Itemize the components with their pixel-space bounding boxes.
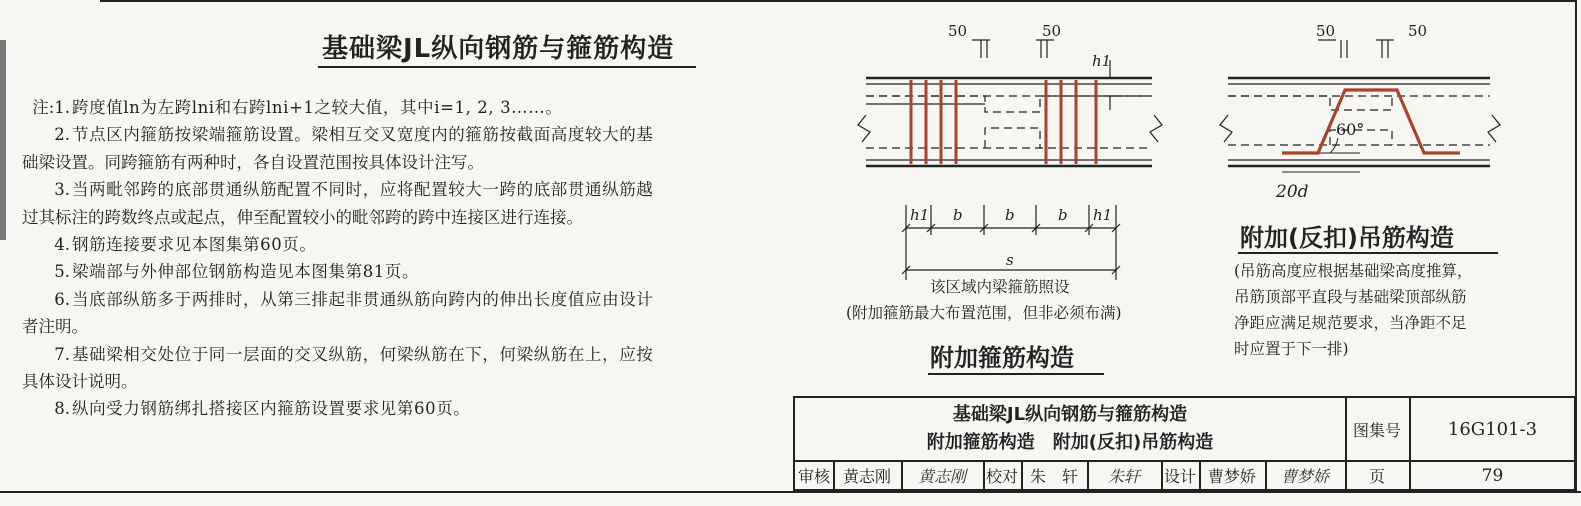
- hanger-caption-line3: 净距应满足规范要求，当净距不足: [1234, 314, 1467, 332]
- title-block-line2: 附加箍筋构造 附加(反扣)吊筋构造: [926, 432, 1214, 453]
- note-text: 节点区内箍筋按梁端箍筋设置。梁相互交叉宽度内的箍筋按截面高度较大的基: [72, 125, 654, 145]
- note-text: 跨度值ln为左跨lni和右跨lni+1之较大值，其中i=1, 2, 3……。: [72, 98, 563, 117]
- atlas-label: 图集号: [1352, 420, 1401, 440]
- page-label: 页: [1368, 467, 1385, 486]
- design-label: 设计: [1163, 467, 1196, 486]
- note-text: 当底部纵筋多于两排时，从第三排起非贯通纵筋向跨内的伸出长度值应由设计: [72, 289, 654, 309]
- note-text: 纵向受力钢筋绑扎搭接区内箍筋设置要求见第60页。: [72, 399, 471, 419]
- note-item: [22, 94, 782, 121]
- note-text: 梁端部与外伸部位钢筋构造见本图集第81页。: [72, 262, 420, 282]
- reviewer-signature: 黄志刚: [917, 467, 966, 486]
- dim-h1-right: h1: [1093, 206, 1113, 224]
- note-number: 2.: [54, 125, 70, 145]
- review-label: 审核: [797, 467, 830, 486]
- note-number: 8.: [54, 399, 70, 419]
- page-title-underline: [318, 66, 696, 68]
- page-title: 基础梁JL纵向钢筋与箍筋构造: [322, 34, 675, 64]
- title-block: [793, 396, 1576, 491]
- page-number: 79: [1481, 465, 1504, 486]
- note-number: 5.: [54, 262, 70, 282]
- note-item: [22, 258, 782, 285]
- dim-50-left: 50: [948, 22, 968, 40]
- stirrup-caption-line2: (附加箍筋最大布置范围，但非必须布满): [846, 304, 1122, 322]
- note-number: 4.: [54, 235, 70, 255]
- note-item: [22, 121, 782, 148]
- hanger-caption-line1: (吊筋高度应根据基础梁高度推算，: [1234, 262, 1473, 280]
- atlas-number: 16G101-3: [1447, 418, 1538, 440]
- hanger-angle: 60°: [1336, 120, 1365, 139]
- designer-name: 曹梦娇: [1207, 467, 1256, 486]
- note-item: [22, 286, 782, 313]
- title-block-line1: 基础梁JL纵向钢筋与箍筋构造: [952, 404, 1188, 425]
- check-label: 校对: [985, 467, 1018, 486]
- dim-h1-top: h1: [1092, 52, 1112, 70]
- designer-signature: 曹梦娇: [1280, 467, 1329, 486]
- hanger-detail-title: 附加(反扣)吊筋构造: [1240, 224, 1454, 252]
- note-item: [22, 395, 782, 422]
- note-item: [22, 231, 782, 258]
- stirrup-dimensions: [902, 40, 1120, 280]
- note-continuation: 具体设计说明。: [22, 372, 138, 392]
- note-text: 钢筋连接要求见本图集第60页。: [72, 235, 317, 255]
- dim-h1-left: h1: [910, 206, 930, 224]
- binding-edge-mark: [0, 40, 6, 240]
- stirrup-detail-title: 附加箍筋构造: [930, 344, 1074, 372]
- checker-name: 朱 轩: [1029, 467, 1078, 486]
- note-item: [22, 176, 782, 203]
- stirrup-caption-line1: 该区域内梁箍筋照设: [930, 278, 1070, 296]
- hanger-caption-line4: 时应置于下一排): [1234, 340, 1349, 358]
- stirrup-title-underline: [928, 373, 1104, 375]
- hanger-bar: [1282, 90, 1460, 153]
- notes-prefix: 注:: [32, 98, 55, 117]
- note-continuation: 者注明。: [22, 317, 88, 337]
- note-number: 3.: [54, 180, 70, 200]
- hanger-dim-50-left: 50: [1316, 22, 1336, 40]
- note-number: 7.: [54, 344, 70, 364]
- note-number: [22, 94, 70, 121]
- note-continuation: 础梁设置。同跨箍筋有两种时，各自设置范围按具体设计注写。: [22, 152, 484, 172]
- stirrup-beam-drawing: [858, 78, 1162, 166]
- hanger-title-underline: [1238, 252, 1498, 254]
- note-text: 基础梁相交处位于同一层面的交叉纵筋，何梁纵筋在下，何梁纵筋在上，应按: [72, 344, 654, 364]
- dim-s: s: [1006, 251, 1014, 269]
- note-number-text: 1.: [54, 98, 70, 117]
- additional-stirrups: [911, 80, 1096, 164]
- hanger-dimensions: [1318, 40, 1394, 58]
- notes-list: [22, 94, 782, 423]
- checker-signature: 朱轩: [1107, 467, 1140, 486]
- hanger-length: 20d: [1276, 182, 1309, 202]
- title-block-title: [795, 398, 1345, 460]
- hanger-dim-50-right: 50: [1408, 22, 1428, 40]
- note-continuation: 过其标注的跨数终点或起点，伸至配置较小的毗邻跨的跨中连接区进行连接。: [22, 207, 583, 227]
- note-text: 当两毗邻跨的底部贯通纵筋配置不同时，应将配置较大一跨的底部贯通纵筋越: [72, 180, 654, 200]
- hanger-caption-line2: 吊筋顶部平直段与基础梁顶部纵筋: [1234, 288, 1467, 306]
- note-number: 6.: [54, 289, 70, 309]
- dim-b-2: b: [1005, 206, 1015, 224]
- reviewer-name: 黄志刚: [842, 467, 891, 486]
- frame-top-border: [100, 0, 1577, 2]
- dim-b-1: b: [953, 206, 963, 224]
- frame-bottom-border: [0, 491, 1581, 493]
- note-item: [22, 341, 782, 368]
- dim-50-right: 50: [1042, 22, 1062, 40]
- dim-b-3: b: [1058, 206, 1068, 224]
